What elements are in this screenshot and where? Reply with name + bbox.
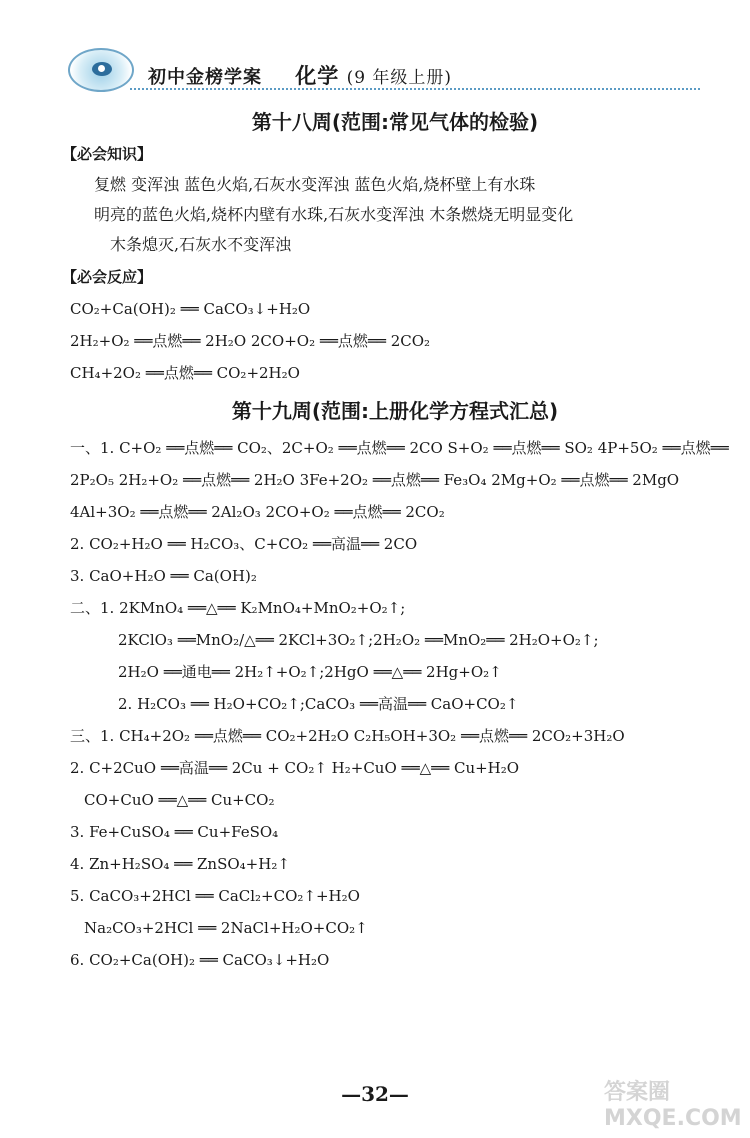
- equation-line: 三、1. CH₄+2O₂ ══点燃══ CO₂+2H₂O C₂H₅OH+3O₂ ══点燃══ 2CO₂+3H₂O: [70, 727, 625, 745]
- equation-line: 5. CaCO₃+2HCl ══ CaCl₂+CO₂↑+H₂O: [70, 887, 360, 905]
- equation-line: 4Al+3O₂ ══点燃══ 2Al₂O₃ 2CO+O₂ ══点燃══ 2CO₂: [70, 503, 445, 521]
- equation-line: 2H₂O ══通电══ 2H₂↑+O₂↑;2HgO ══△══ 2Hg+O₂↑: [118, 663, 502, 681]
- section-title-week19: 第十九周(范围:上册化学方程式汇总): [231, 399, 559, 423]
- equation-line: CO+CuO ══△══ Cu+CO₂: [84, 791, 275, 809]
- equation-line: 2. H₂CO₃ ══ H₂O+CO₂↑;CaCO₃ ══高温══ CaO+CO₂↑: [118, 695, 519, 713]
- equation-line: 2. CO₂+H₂O ══ H₂CO₃、C+CO₂ ══高温══ 2CO: [70, 535, 418, 553]
- page-number: —32—: [341, 1082, 409, 1106]
- knowledge-heading: 【必会知识】: [62, 145, 153, 163]
- knowledge-line: 明亮的蓝色火焰,烧杯内壁有水珠,石灰水变浑浊 木条燃烧无明显变化: [94, 205, 574, 224]
- equation-line: 一、1. C+O₂ ══点燃══ CO₂、2C+O₂ ══点燃══ 2CO S+O₂ ══点燃══ SO₂ 4P+5O₂ ══点燃══: [70, 439, 729, 457]
- knowledge-line: 木条熄灭,石灰水不变浑浊: [110, 235, 292, 254]
- equation-line: Na₂CO₃+2HCl ══ 2NaCl+H₂O+CO₂↑: [84, 919, 368, 937]
- equation-line: 2P₂O₅ 2H₂+O₂ ══点燃══ 2H₂O 3Fe+2O₂ ══点燃══ Fe₃O₄ 2Mg+O₂ ══点燃══ 2MgO: [70, 471, 680, 489]
- equation-line: 2KClO₃ ══MnO₂/△══ 2KCl+3O₂↑;2H₂O₂ ══MnO₂══ 2H₂O+O₂↑;: [118, 631, 599, 649]
- section-title-week18: 第十八周(范围:常见气体的检验): [251, 110, 539, 134]
- equation-line: 二、1. 2KMnO₄ ══△══ K₂MnO₄+MnO₂+O₂↑;: [70, 599, 406, 617]
- grade-label: (9 年级上册): [346, 68, 453, 88]
- page-body: [62, 100, 729, 976]
- equation-line: CO₂+Ca(OH)₂ ══ CaCO₃↓+H₂O: [70, 300, 311, 318]
- equation-line: 2. C+2CuO ══高温══ 2Cu + CO₂↑ H₂+CuO ══△══ Cu+H₂O: [70, 759, 520, 777]
- equation-line: 4. Zn+H₂SO₄ ══ ZnSO₄+H₂↑: [70, 855, 290, 873]
- equation-line: 2H₂+O₂ ══点燃══ 2H₂O 2CO+O₂ ══点燃══ 2CO₂: [70, 332, 431, 350]
- watermark-logo: 答案圈 MXQE.COM: [604, 1080, 742, 1131]
- publisher-logo-icon: [68, 48, 134, 92]
- subject-name: 化学: [295, 63, 340, 88]
- series-name: 初中金榜学案: [148, 67, 262, 88]
- header-title: [148, 60, 452, 90]
- equation-line: 6. CO₂+Ca(OH)₂ ══ CaCO₃↓+H₂O: [70, 951, 330, 969]
- reaction-heading: 【必会反应】: [62, 268, 153, 286]
- equation-line: 3. Fe+CuSO₄ ══ Cu+FeSO₄: [70, 823, 279, 841]
- page-header: [60, 44, 700, 94]
- equation-line: CH₄+2O₂ ══点燃══ CO₂+2H₂O: [70, 364, 300, 382]
- header-divider: [130, 88, 700, 90]
- equation-line: 3. CaO+H₂O ══ Ca(OH)₂: [70, 567, 257, 585]
- knowledge-line: 复燃 变浑浊 蓝色火焰,石灰水变浑浊 蓝色火焰,烧杯壁上有水珠: [94, 175, 536, 194]
